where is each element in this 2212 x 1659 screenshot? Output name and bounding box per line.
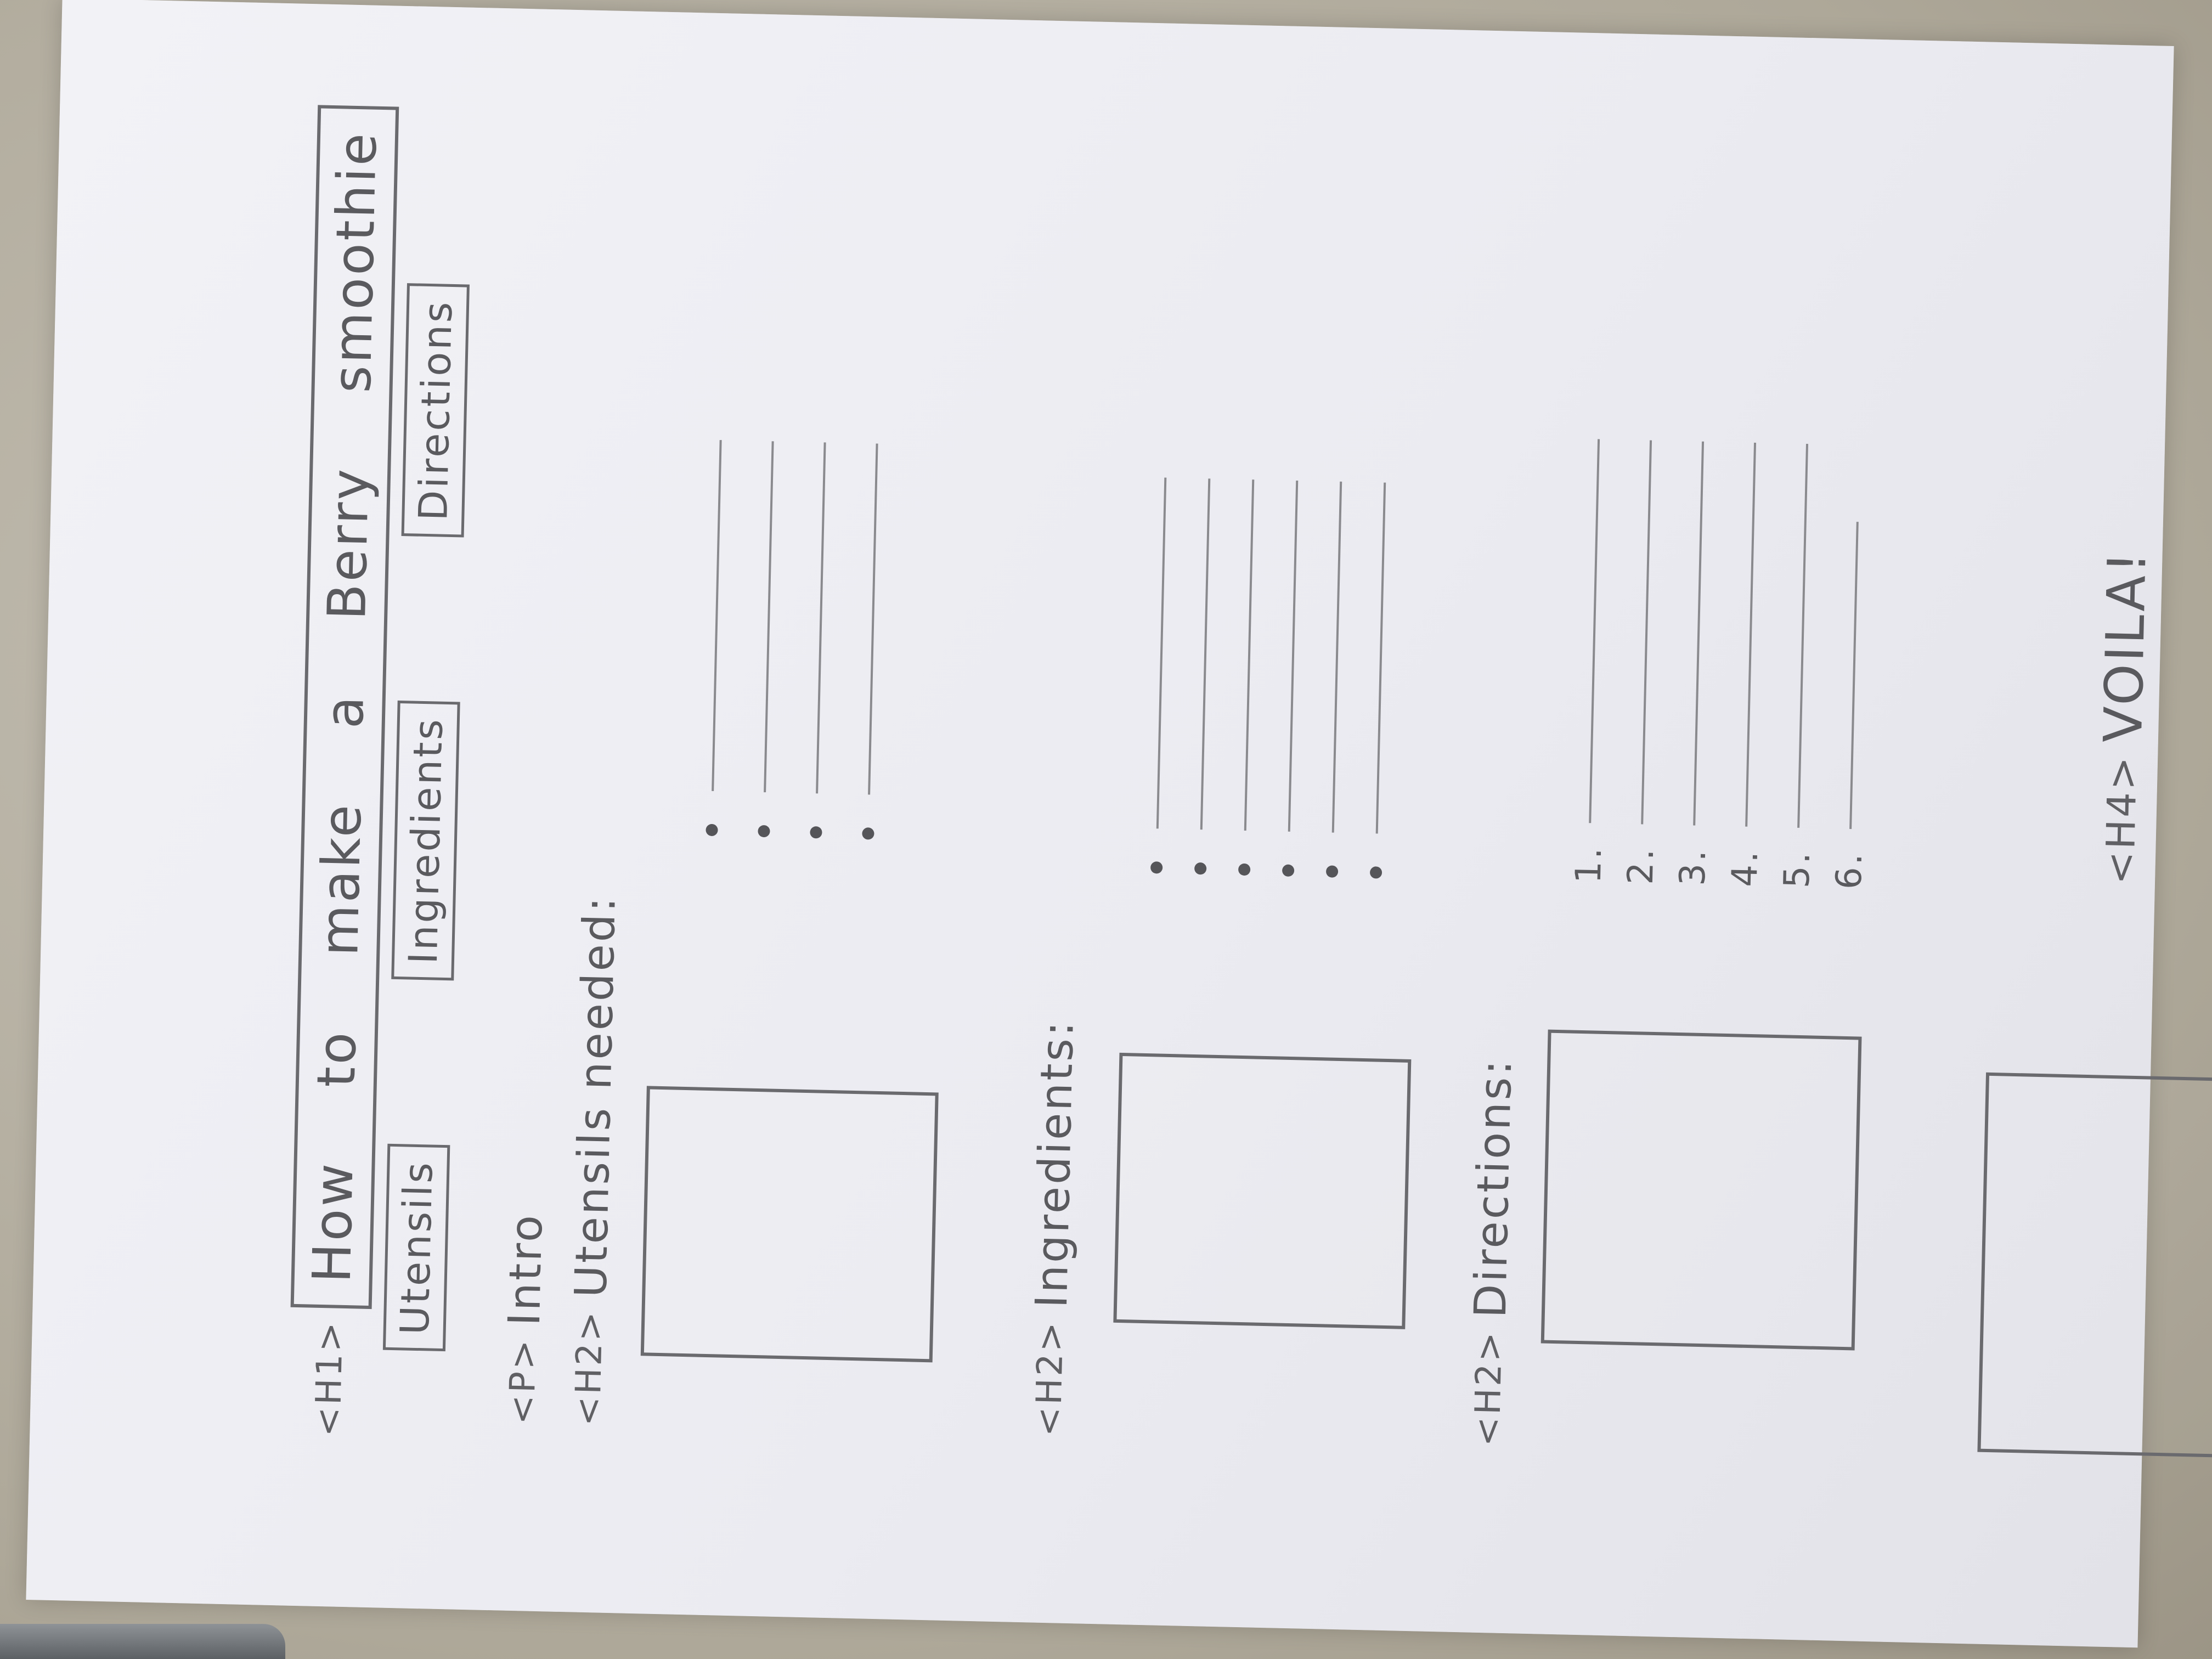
list-item	[1771, 443, 1833, 889]
h2-tag: <H2>	[567, 1309, 611, 1426]
h2-tag: <H2>	[1466, 1329, 1510, 1447]
title-word: smoothie	[321, 130, 389, 394]
text-placeholder-line	[1376, 483, 1386, 834]
closing-row	[2089, 549, 2158, 885]
nav-button-directions[interactable]: Directions	[402, 283, 470, 537]
bullet-icon	[1150, 861, 1163, 873]
nav-button-ingredients[interactable]: Ingredients	[391, 701, 460, 981]
nav-button-utensils[interactable]: Utensils	[383, 1144, 450, 1351]
bullet-icon	[1238, 864, 1250, 876]
bullet-icon	[706, 824, 718, 836]
text-placeholder-line	[1288, 481, 1299, 832]
step-number: 3.	[1672, 847, 1714, 887]
ingredients-image-placeholder	[1113, 1053, 1411, 1329]
p-tag: <P>	[501, 1337, 544, 1425]
directions-heading: Directions:	[1464, 1057, 1522, 1319]
h4-tag: <H4>	[2096, 754, 2146, 885]
bullet-icon	[1282, 865, 1294, 877]
list-item	[1719, 442, 1781, 888]
phone-edge	[0, 1624, 285, 1659]
bullet-icon	[1194, 862, 1206, 874]
list-item	[789, 442, 850, 839]
list-item	[685, 439, 746, 837]
text-placeholder-line	[868, 444, 878, 795]
list-item	[1823, 444, 1885, 890]
directions-heading-row	[1462, 1057, 1521, 1447]
list-item	[1615, 440, 1677, 885]
title-word: make	[308, 802, 374, 957]
text-placeholder-line	[1332, 482, 1342, 833]
text-placeholder-line	[1589, 439, 1600, 823]
h1-tag: <H1>	[308, 1319, 352, 1437]
text-placeholder-line	[1200, 478, 1211, 830]
text-placeholder-line	[1156, 477, 1167, 828]
text-placeholder-line	[1693, 442, 1704, 826]
wireframe-sketch	[265, 0, 2212, 1504]
list-item	[1667, 441, 1729, 887]
intro-row	[496, 1212, 552, 1425]
title-word: to	[305, 1029, 369, 1088]
utensils-heading-row	[562, 894, 625, 1426]
text-placeholder-line	[1745, 443, 1756, 827]
ingredients-heading-row	[1023, 1019, 1084, 1437]
title-word: a	[313, 693, 376, 730]
closing-image-placeholder	[1977, 1073, 2212, 1459]
ingredients-list	[1135, 477, 1407, 879]
text-placeholder-line	[1797, 444, 1808, 828]
text-placeholder-line	[1641, 441, 1652, 825]
nav-bar	[383, 283, 470, 1351]
utensils-heading: Utensils needed:	[565, 894, 625, 1299]
title-row	[287, 105, 399, 1437]
directions-image-placeholder	[1541, 1030, 1862, 1351]
ingredients-heading: Ingredients:	[1025, 1018, 1084, 1309]
list-item	[1354, 482, 1407, 879]
step-number: 2.	[1620, 846, 1662, 885]
list-item	[737, 441, 798, 838]
utensils-list	[685, 439, 902, 840]
title-word: How	[301, 1160, 365, 1284]
utensils-image-placeholder	[641, 1086, 939, 1362]
bullet-icon	[862, 827, 874, 839]
text-placeholder-line	[1849, 522, 1859, 829]
text-placeholder-line	[816, 442, 826, 793]
bullet-icon	[1370, 866, 1382, 878]
list-item	[842, 443, 902, 840]
step-number: 1.	[1568, 845, 1610, 884]
paper-sheet	[26, 0, 2174, 1647]
list-item	[1562, 438, 1624, 884]
text-placeholder-line	[1244, 479, 1255, 831]
h2-tag: <H2>	[1028, 1319, 1071, 1437]
bullet-icon	[1326, 865, 1338, 877]
title-word: Berry	[316, 466, 381, 621]
closing-text: VOILA!	[2092, 549, 2158, 743]
bullet-icon	[810, 826, 822, 838]
text-placeholder-line	[764, 441, 774, 792]
bullet-icon	[758, 825, 770, 837]
directions-list	[1562, 438, 1885, 890]
text-placeholder-line	[712, 440, 722, 791]
intro-text: Intro	[498, 1212, 552, 1327]
step-number: 5.	[1776, 849, 1818, 889]
page-title-box	[291, 105, 399, 1309]
step-number: 4.	[1724, 848, 1766, 888]
step-number: 6.	[1829, 851, 1870, 890]
